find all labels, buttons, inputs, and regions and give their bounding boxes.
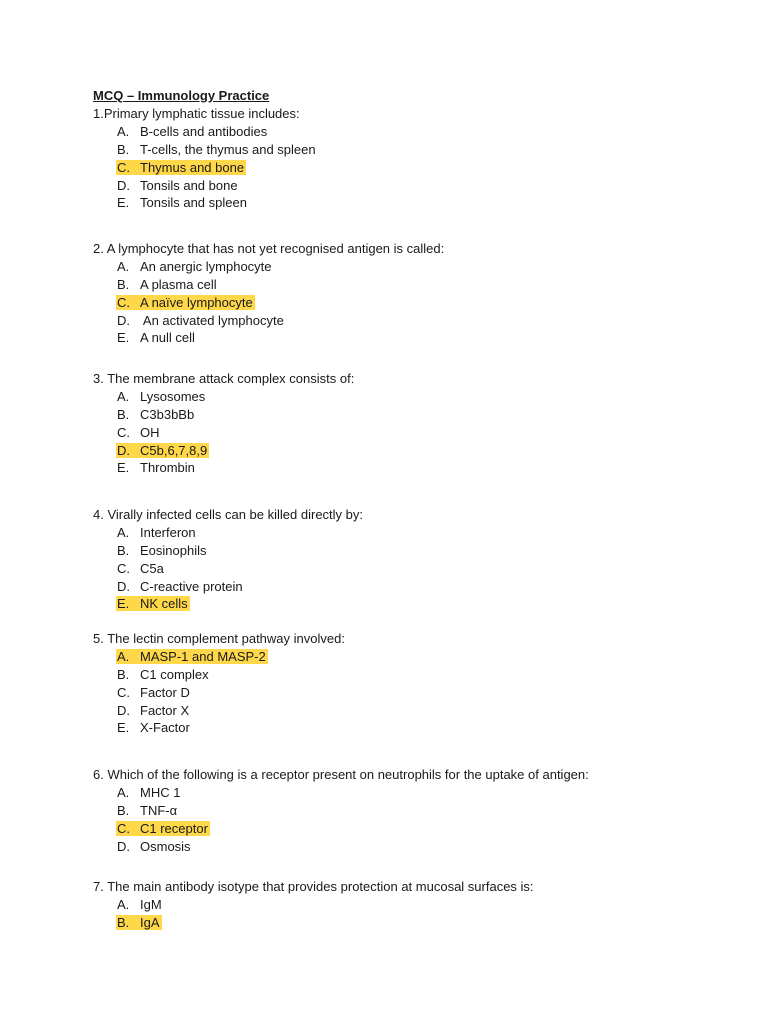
answer-text-wrap	[116, 579, 245, 594]
option-letter: D.	[117, 578, 130, 594]
option-text: A plasma cell	[140, 276, 217, 292]
option-letter: D.	[117, 442, 130, 458]
answer-text-wrap	[116, 124, 269, 139]
option-letter: E.	[117, 330, 130, 346]
option-text: Tonsils and spleen	[140, 195, 247, 211]
option-text: TNF-α	[140, 802, 178, 818]
answer-option	[93, 820, 589, 838]
option-letter: B.	[117, 406, 130, 422]
answer-option	[93, 442, 354, 460]
option-letter: E.	[117, 596, 130, 612]
highlighted-answer	[116, 915, 162, 930]
answer-option	[93, 258, 444, 276]
document-title: MCQ – Immunology Practice	[93, 88, 270, 103]
option-text: MASP-1 and MASP-2	[140, 648, 266, 664]
question-block	[93, 370, 354, 477]
option-text: Osmosis	[140, 838, 191, 854]
option-text: C5b,6,7,8,9	[140, 442, 208, 458]
answer-option	[93, 578, 363, 596]
highlighted-answer	[116, 596, 190, 611]
answer-option	[93, 123, 318, 141]
answer-text-wrap	[116, 897, 164, 912]
question-block	[93, 105, 318, 212]
answer-text-wrap	[116, 460, 197, 475]
answer-text-wrap	[116, 667, 211, 682]
option-text: An activated lymphocyte	[140, 312, 284, 328]
answer-option	[93, 406, 354, 424]
option-text: C1 receptor	[140, 820, 208, 836]
question-text: 3. The membrane attack complex consists of:	[93, 371, 355, 386]
option-text: Thymus and bone	[140, 159, 245, 175]
answer-options	[93, 648, 345, 737]
question-text: 1.Primary lymphatic tissue includes:	[93, 106, 300, 121]
option-letter: C.	[117, 424, 130, 440]
option-letter: A.	[117, 648, 130, 664]
answer-text-wrap	[116, 277, 219, 292]
option-text: X-Factor	[140, 720, 190, 736]
answer-options	[93, 123, 318, 212]
option-text: Factor D	[140, 684, 190, 700]
option-text: MHC 1	[140, 784, 181, 800]
option-text: A null cell	[140, 330, 195, 346]
option-text: IgA	[140, 914, 160, 930]
answer-option	[93, 666, 345, 684]
answer-option	[93, 141, 318, 159]
answer-text-wrap	[116, 525, 198, 540]
option-text: A naïve lymphocyte	[140, 294, 253, 310]
answer-option	[93, 424, 354, 442]
option-letter: B.	[117, 542, 130, 558]
highlighted-answer	[116, 649, 268, 664]
option-text: C1 complex	[140, 666, 209, 682]
answer-text-wrap	[116, 142, 318, 157]
option-letter: D.	[117, 838, 130, 854]
option-text: T-cells, the thymus and spleen	[140, 141, 316, 157]
answer-text-wrap	[116, 703, 191, 718]
question-block	[93, 630, 345, 737]
option-letter: A.	[117, 896, 130, 912]
answer-text-wrap	[116, 543, 209, 558]
question-block	[93, 506, 363, 613]
question-text: 4. Virally infected cells can be killed directly by:	[93, 507, 363, 522]
question-block	[93, 240, 444, 347]
answer-option	[93, 276, 444, 294]
option-text: An anergic lymphocyte	[140, 258, 272, 274]
answer-option	[93, 294, 444, 312]
highlighted-answer	[116, 443, 209, 458]
answer-option	[93, 702, 345, 720]
option-letter: C.	[117, 159, 130, 175]
option-letter: E.	[117, 720, 130, 736]
answer-option	[93, 542, 363, 560]
option-letter: E.	[117, 460, 130, 476]
answer-options	[93, 258, 444, 347]
answer-text-wrap	[116, 389, 207, 404]
option-letter: B.	[117, 914, 130, 930]
option-text: C5a	[140, 560, 164, 576]
answer-option	[93, 684, 345, 702]
answer-text-wrap	[116, 425, 162, 440]
option-letter: D.	[117, 177, 130, 193]
highlighted-answer	[116, 160, 246, 175]
answer-text-wrap	[116, 839, 193, 854]
answer-text-wrap	[116, 561, 166, 576]
answer-text-wrap	[116, 313, 286, 328]
question-text: 6. Which of the following is a receptor present on neutrophils for the uptake of antigen:	[93, 767, 589, 782]
answer-text-wrap	[116, 785, 182, 800]
option-letter: A.	[117, 258, 130, 274]
answer-option	[93, 802, 589, 820]
answer-text-wrap	[116, 685, 192, 700]
answer-options	[93, 524, 363, 613]
option-letter: B.	[117, 276, 130, 292]
answer-text-wrap	[116, 178, 240, 193]
option-letter: C.	[117, 684, 130, 700]
answer-option	[93, 896, 534, 914]
option-text: Factor X	[140, 702, 190, 718]
highlighted-answer	[116, 821, 210, 836]
question-text: 2. A lymphocyte that has not yet recognised antigen is called:	[93, 241, 445, 256]
answer-option	[93, 524, 363, 542]
answer-option	[93, 838, 589, 856]
option-letter: C.	[117, 820, 130, 836]
answer-text-wrap	[116, 259, 274, 274]
answer-option	[93, 719, 345, 737]
answer-option	[93, 312, 444, 330]
answer-options	[93, 388, 354, 477]
answer-option	[93, 329, 444, 347]
option-text: IgM	[140, 896, 162, 912]
highlighted-answer	[116, 295, 255, 310]
answer-option	[93, 784, 589, 802]
option-letter: D.	[117, 312, 130, 328]
answer-option	[93, 194, 318, 212]
answer-text-wrap	[116, 407, 196, 422]
option-text: OH	[140, 424, 160, 440]
option-letter: C.	[117, 560, 130, 576]
option-text: Interferon	[140, 524, 196, 540]
option-letter: B.	[117, 666, 130, 682]
answer-option	[93, 914, 534, 932]
option-text: B-cells and antibodies	[140, 123, 268, 139]
option-text: NK cells	[140, 596, 188, 612]
answer-option	[93, 595, 363, 613]
question-text: 5. The lectin complement pathway involved:	[93, 631, 345, 646]
option-letter: D.	[117, 702, 130, 718]
option-letter: B.	[117, 802, 130, 818]
option-letter: A.	[117, 388, 130, 404]
answer-options	[93, 896, 534, 932]
option-text: Lysosomes	[140, 388, 206, 404]
option-letter: A.	[117, 784, 130, 800]
question-block	[93, 766, 589, 855]
question-block	[93, 878, 534, 932]
option-letter: E.	[117, 195, 130, 211]
answer-text-wrap	[116, 803, 179, 818]
option-letter: A.	[117, 123, 130, 139]
option-text: C-reactive protein	[140, 578, 243, 594]
option-text: Thrombin	[140, 460, 195, 476]
answer-text-wrap	[116, 330, 197, 345]
answer-option	[93, 177, 318, 195]
question-text: 7. The main antibody isotype that provides protection at mucosal surfaces is:	[93, 879, 534, 894]
option-letter: C.	[117, 294, 130, 310]
answer-options	[93, 784, 589, 856]
answer-option	[93, 560, 363, 578]
option-text: C3b3bBb	[140, 406, 195, 422]
answer-option	[93, 459, 354, 477]
answer-text-wrap	[116, 195, 249, 210]
answer-option	[93, 388, 354, 406]
option-letter: B.	[117, 141, 130, 157]
answer-option	[93, 648, 345, 666]
option-text: Eosinophils	[140, 542, 207, 558]
answer-text-wrap	[116, 720, 192, 735]
answer-option	[93, 159, 318, 177]
option-letter: A.	[117, 524, 130, 540]
option-text: Tonsils and bone	[140, 177, 238, 193]
